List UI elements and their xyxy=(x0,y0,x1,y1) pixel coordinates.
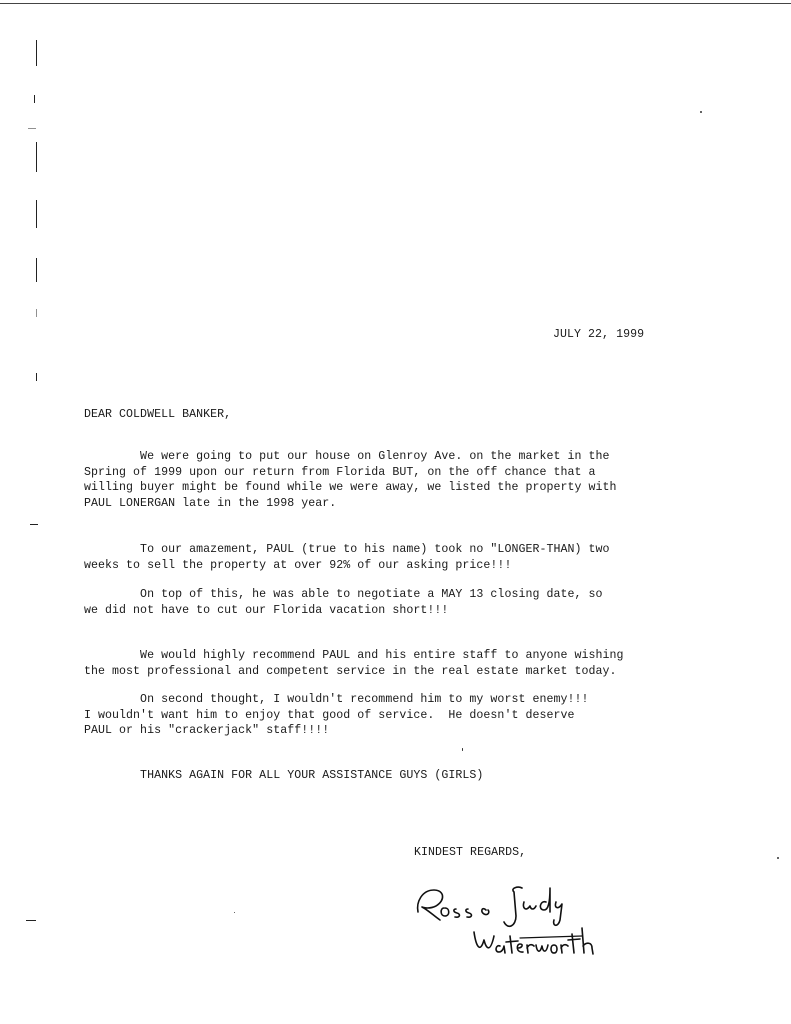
scan-mark xyxy=(26,920,36,921)
scan-top-edge xyxy=(0,3,791,4)
letter-date: JULY 22, 1999 xyxy=(553,328,645,341)
scan-speck xyxy=(234,912,235,913)
scan-mark xyxy=(36,40,37,66)
closing: KINDEST REGARDS, xyxy=(414,846,527,859)
paragraph: On top of this, he was able to negotiate a MAY 13 closing date, so we did not have to cut our Florida vacation short!!! xyxy=(84,588,603,617)
scan-mark xyxy=(28,128,36,129)
scan-mark xyxy=(36,309,37,317)
scan-mark xyxy=(36,373,37,381)
salutation: DEAR COLDWELL BANKER, xyxy=(84,408,232,421)
paragraph: We would highly recommend PAUL and his entire staff to anyone wishing the most professional and competent service in the real estate market today. xyxy=(84,649,624,678)
scan-mark xyxy=(34,95,35,103)
scan-speck xyxy=(777,857,779,859)
paragraph: We were going to put our house on Glenroy Ave. on the market in the Spring of 1999 upon our return from Florida BUT, on the off chance that a willing buyer might be found while we were away, we listed the property with PAUL LONERGAN late in the 1998 year. xyxy=(84,450,617,510)
scan-mark xyxy=(36,200,37,228)
paragraph: On second thought, I wouldn't recommend him to my worst enemy!!! I wouldn't want him to enjoy that good of service. He doesn't deserve PAUL or his "crackerjack" staff!!!! xyxy=(84,693,589,737)
paragraph: THANKS AGAIN FOR ALL YOUR ASSISTANCE GUYS (GIRLS) xyxy=(84,769,484,782)
scan-mark xyxy=(30,524,38,525)
paragraph: To our amazement, PAUL (true to his name) took no "LONGER-THAN) two weeks to sell the property at over 92% of our asking price!!! xyxy=(84,543,610,572)
scan-mark xyxy=(36,258,37,282)
scan-speck xyxy=(462,748,463,751)
scan-mark xyxy=(36,142,37,172)
scan-speck xyxy=(700,111,702,113)
handwritten-signature xyxy=(410,876,630,966)
